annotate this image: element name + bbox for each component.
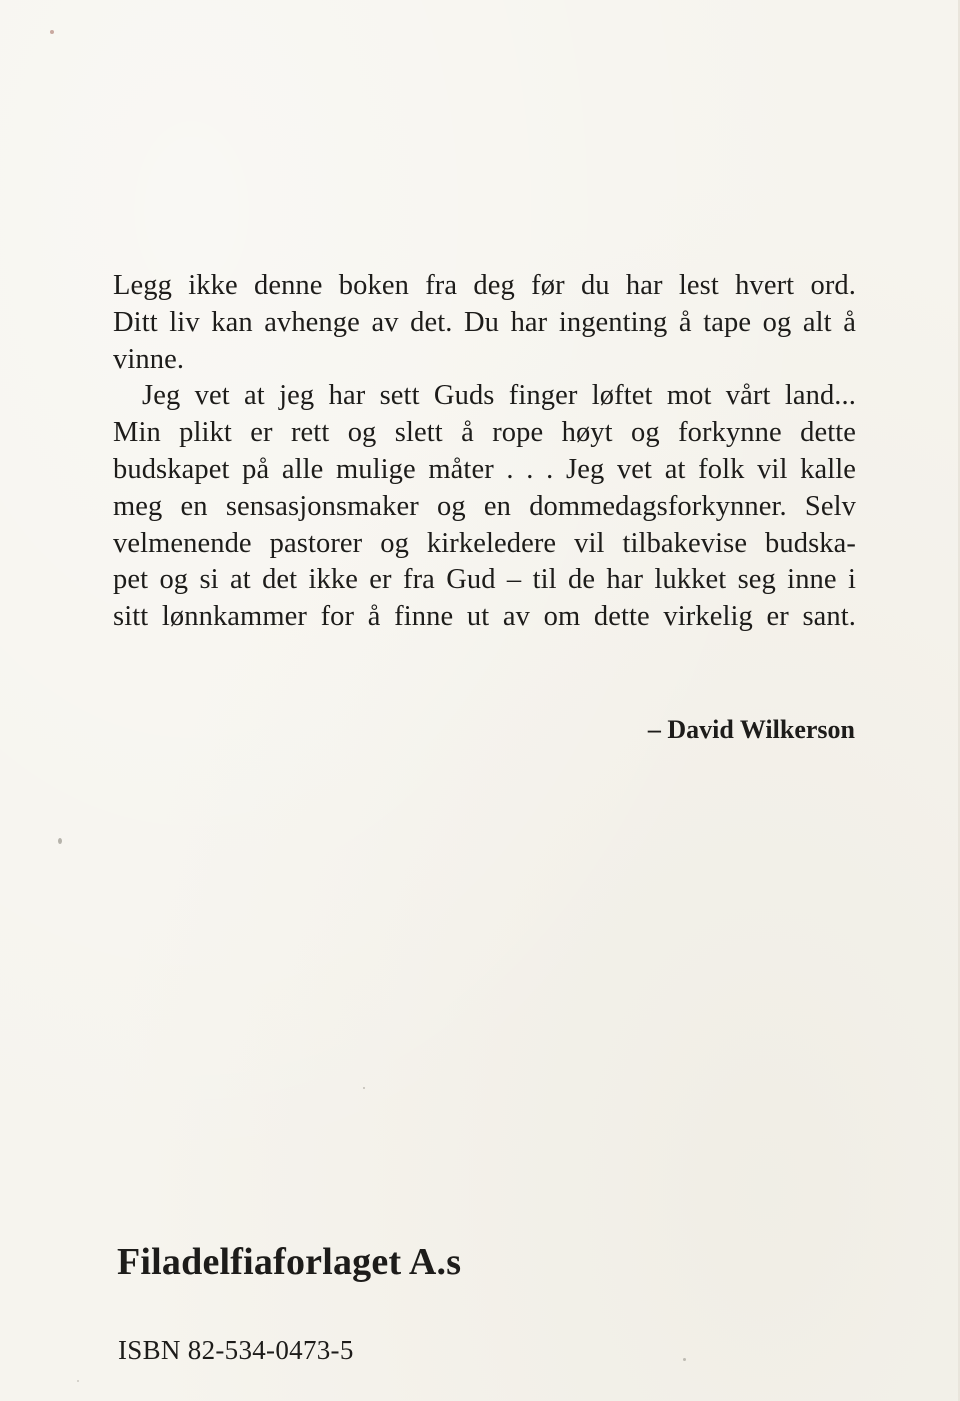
isbn-number: ISBN 82-534-0473-5 xyxy=(118,1335,354,1365)
blurb-line: Min plikt er rett og slett å rope høyt og forkynne dette xyxy=(113,417,856,449)
blurb-line: Jeg vet at jeg har sett Guds finger løftet mot vårt land... xyxy=(142,380,856,412)
paper-speck xyxy=(50,30,54,34)
blurb-line: velmenende pastorer og kirkeledere vil tilbakevise budska- xyxy=(113,527,856,559)
paper-speck xyxy=(363,1087,365,1089)
blurb-line: budskapet på alle mulige måter . . . Jeg vet at folk vil kalle xyxy=(113,453,856,485)
cover-blurb xyxy=(113,268,856,636)
blurb-line: pet og si at det ikke er fra Gud – til de har lukket seg inne i xyxy=(113,564,856,596)
paper-speck xyxy=(77,1380,79,1382)
quote-attribution: – David Wilkerson xyxy=(647,715,855,744)
publisher-name: Filadelfiaforlaget A.s xyxy=(117,1241,462,1283)
blurb-line: vinne. xyxy=(113,343,185,375)
blurb-line: Ditt liv kan avhenge av det. Du har ingenting å tape og alt å xyxy=(113,306,856,338)
blurb-line: meg en sensasjonsmaker og en dommedagsforkynner. Selv xyxy=(113,490,856,522)
paper-speck xyxy=(58,838,62,844)
paper-speck xyxy=(683,1358,686,1361)
blurb-line: sitt lønnkammer for å finne ut av om dette virkelig er sant. xyxy=(113,601,856,633)
blurb-line: Legg ikke denne boken fra deg før du har lest hvert ord. xyxy=(113,270,856,301)
